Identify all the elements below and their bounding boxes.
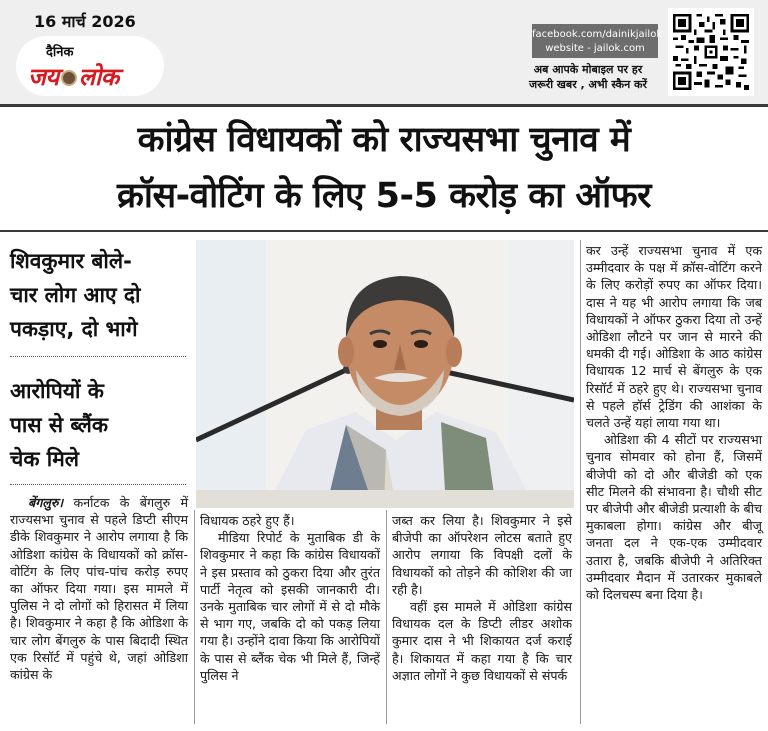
news-photo [196,240,574,508]
brand-prefix: दैनिक [46,45,74,60]
subheading-divider [10,356,186,357]
social-links-box[interactable] [532,24,663,58]
subheading-2 [10,374,188,476]
subheading-2-line: आरोपियों के [10,379,104,403]
article-column-3 [392,512,572,684]
article-paragraph: मीडिया रिपोर्ट के मुताबिक डी के शिवकुमार ने कहा कि कांग्रेस विधायकों ने इस प्रस्ताव को ठुकरा दिया और तुरंत पार्टी नेतृत्व को इसकी जानकारी दी। उनके मुताबिक चार लोगों में से दो मौके से भाग गए, जबकि दो को पकड़ लिया गया है। उन्होंने दावा किया कि आरोपियों के पास से ब्लैंक चेक भी मिले हैं, जिन्हें पुलिस ने [200,530,380,683]
header-rule [0,104,768,107]
column-divider [580,240,581,724]
scan-prompt-line-1: अब आपके मोबाइल पर हर [533,63,643,76]
page-title [0,112,768,224]
article-paragraph: विधायक ठहरे हुए हैं। [200,513,295,528]
website-link[interactable]: website - jailok.com [545,43,645,54]
column-divider [194,510,195,724]
article-paragraph: वहीं इस मामले में ओडिशा कांग्रेस विधायक दल के डिप्टी लीडर अशोक कुमार दास ने भी शिकायत दर्ज कराई है। शिकायत में कहा गया है कि चार अज्ञात लोगों ने कुछ विधायकों से संपर्क [392,599,572,683]
article-paragraph: जब्त कर लिया है। शिवकुमार ने इसे बीजेपी का ऑपरेशन लोटस बताते हुए आरोप लगाया कि विपक्षी दलों के विधायकों को तोड़ने की कोशिश की जा रही है। [392,513,572,597]
brand-word-right: लोक [78,63,119,91]
facebook-link[interactable]: facebook.com/dainikjailok [532,29,663,40]
masthead [0,0,768,104]
subheading-1-line: शिवकुमार बोले- [10,249,132,273]
scan-prompt-line-2: जरूरी खबर , अभी स्कैन करें [529,78,647,91]
qr-code-icon[interactable] [668,8,754,96]
scan-prompt [516,62,660,92]
article-paragraph: ओडिशा की 4 सीटों पर राज्यसभा चुनाव सोमवार को होना हैं, जिसमें बीजेपी को दो और बीजेडी को एक सीट मिलने की संभावना है। चौथी सीट पर बीजेपी और बीजेडी प्रत्याशी के बीच मुकाबला होगा। कांग्रेस और बीजू जनता दल ने एक-एक उम्मीदवार उतारा है, जबकि बीजेपी ने अतिरिक्त उम्मीदवार मैदान में उतारकर मुकाबले को दिलचस्प बना दिया है। [586,432,762,603]
article-column-1 [10,494,188,683]
article-column-2 [200,512,380,684]
headline-line-1: कांग्रेस विधायकों को राज्यसभा चुनाव में [137,120,631,160]
article-paragraph: कर उन्हें राज्यसभा चुनाव में एक उम्मीदवार के पक्ष में क्रॉस-वोटिंग करने के लिए करोड़ों रुपए का ऑफर दिया। दास ने यह भी आरोप लगाया कि जब विधायकों ने ऑफर ठुकरा दिया तो उन्हें ओडिशा लौटने पर जान से मारने की धमकी दी गई। ओडिशा के आठ कांग्रेस विधायक 12 मार्च से बेंगलुरु के एक रिसॉर्ट में ठहरे हुए थे। राज्यसभा चुनाव से पहले हॉर्स ट्रेडिंग की आशंका के चलते उन्हें यहां लाया गया था। [586,243,762,431]
headline-line-2: क्रॉस-वोटिंग के लिए 5-5 करोड़ का ऑफर [117,176,651,216]
subheading-divider [10,484,186,485]
article-column-4 [586,242,762,603]
article-text: कर्नाटक के बेंगलुरु में राज्यसभा चुनाव से पहले डिप्टी सीएम डीके शिवकुमार ने आरोप लगाया है कि ओडिशा कांग्रेस के विधायकों को क्रॉस-वोटिंग के लिए पांच-पांच करोड़ रुपए का ऑफर दिया गया। इस मामले में पुलिस ने दो लोगों को हिरासत में लिया है। शिवकुमार ने कहा है कि ओडिशा के चार लोग बेंगलुरु के पास बिदादी स्थित एक रिसॉर्ट में पहुंचे थे, जहां ओडिशा कांग्रेस के [10,495,188,683]
subheading-2-line: चेक मिले [10,447,80,471]
column-divider [386,510,387,724]
globe-icon [61,70,77,86]
subheading-2-line: पास से ब्लैंक [10,413,109,437]
edition-date: 16 मार्च 2026 [34,12,136,31]
subheading-1 [10,244,188,346]
subheading-1-line: पकड़ाए, दो भागे [10,317,138,341]
brand-word-left: जय [28,63,59,91]
dateline: बेंगलुरु। [28,495,64,510]
brand-logo[interactable] [16,36,164,96]
brand-wordmark [28,60,119,93]
headline-rule [0,230,768,232]
subheading-1-line: चार लोग आए दो [10,283,141,307]
